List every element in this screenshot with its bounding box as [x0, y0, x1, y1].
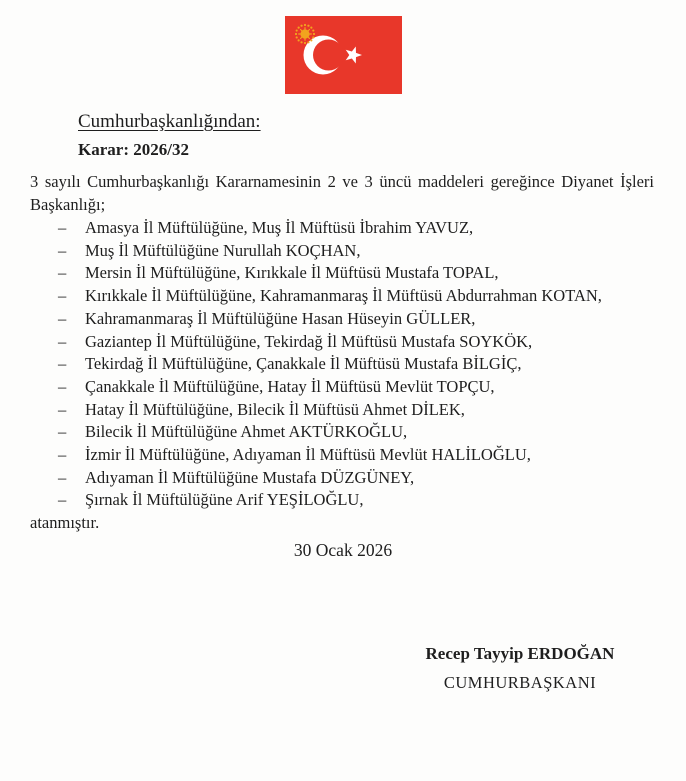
- list-item: [58, 331, 686, 354]
- appointment-text: Mersin İl Müftülüğüne, Kırıkkale İl Müftüsü Mustafa TOPAL,: [85, 263, 499, 283]
- bullet-dash: –: [58, 286, 67, 306]
- bullet-dash: –: [58, 218, 67, 237]
- list-item: [58, 376, 686, 399]
- bullet-dash: –: [58, 467, 67, 487]
- list-item: [58, 444, 686, 467]
- list-item: [58, 399, 686, 422]
- closing-statement: atanmıştır.: [30, 513, 100, 533]
- bullet-dash: –: [58, 490, 67, 510]
- appointment-text: Adıyaman İl Müftülüğüne Mustafa DÜZGÜNEY,: [85, 467, 415, 487]
- appointment-text: Çanakkale İl Müftülüğüne, Hatay İl Müftüsü Mevlüt TOPÇU,: [85, 376, 495, 396]
- decision-number: Karar: 2026/32: [78, 140, 189, 159]
- appointment-text: Kahramanmaraş İl Müftülüğüne Hasan Hüseyin GÜLLER,: [85, 308, 476, 328]
- appointment-text: Gaziantep İl Müftülüğüne, Tekirdağ İl Müftüsü Mustafa SOYKÖK,: [85, 331, 533, 351]
- list-item: [58, 353, 686, 376]
- appointment-text: Muş İl Müftülüğüne Nurullah KOÇHAN,: [85, 240, 361, 260]
- signatory-name: Recep Tayyip ERDOĞAN: [425, 644, 615, 664]
- appointments-list: [58, 217, 686, 512]
- turkish-presidential-flag-icon: [285, 16, 402, 94]
- list-item: [58, 240, 686, 263]
- signatory-title: CUMHURBAŞKANI: [443, 673, 597, 693]
- appointment-text: Kırıkkale İl Müftülüğüne, Kahramanmaraş İl Müftüsü Abdurrahman KOTAN,: [85, 286, 602, 306]
- bullet-dash: –: [58, 422, 67, 442]
- appointment-text: Bilecik İl Müftülüğüne Ahmet AKTÜRKOĞLU,: [85, 422, 408, 442]
- bullet-dash: –: [58, 445, 67, 465]
- list-item: [58, 421, 686, 444]
- bullet-dash: –: [58, 399, 67, 419]
- list-item: [58, 262, 686, 285]
- signature-block: [390, 639, 650, 697]
- bullet-dash: –: [58, 354, 67, 374]
- bullet-dash: –: [58, 240, 67, 260]
- bullet-dash: –: [58, 376, 67, 396]
- appointment-text: Şırnak İl Müftülüğüne Arif YEŞİLOĞLU,: [85, 490, 364, 510]
- appointment-text: Amasya İl Müftülüğüne, Muş İl Müftüsü İbrahim YAVUZ,: [85, 218, 474, 237]
- intro-paragraph: [30, 170, 654, 216]
- bullet-dash: –: [58, 331, 67, 351]
- appointment-text: Tekirdağ İl Müftülüğüne, Çanakkale İl Müftüsü Mustafa BİLGİÇ,: [85, 354, 522, 374]
- list-item: [58, 308, 686, 331]
- issuer-heading: Cumhurbaşkanlığından:: [78, 111, 261, 132]
- list-item: [58, 217, 686, 240]
- intro-line-1: 3 sayılı Cumhurbaşkanlığı Kararnamesinin 2 ve 3 üncü maddeleri gereğince Diyanet İşleri: [30, 172, 654, 191]
- flag-graphic: [285, 16, 402, 94]
- intro-line-2: Başkanlığı;: [30, 195, 106, 214]
- appointment-text: İzmir İl Müftülüğüne, Adıyaman İl Müftüsü Mevlüt HALİLOĞLU,: [85, 445, 531, 465]
- list-item: [58, 467, 686, 490]
- bullet-dash: –: [58, 308, 67, 328]
- decree-date: 30 Ocak 2026: [293, 540, 393, 561]
- appointment-text: Hatay İl Müftülüğüne, Bilecik İl Müftüsü Ahmet DİLEK,: [85, 399, 465, 419]
- list-item: [58, 285, 686, 308]
- bullet-dash: –: [58, 263, 67, 283]
- list-item: [58, 489, 686, 512]
